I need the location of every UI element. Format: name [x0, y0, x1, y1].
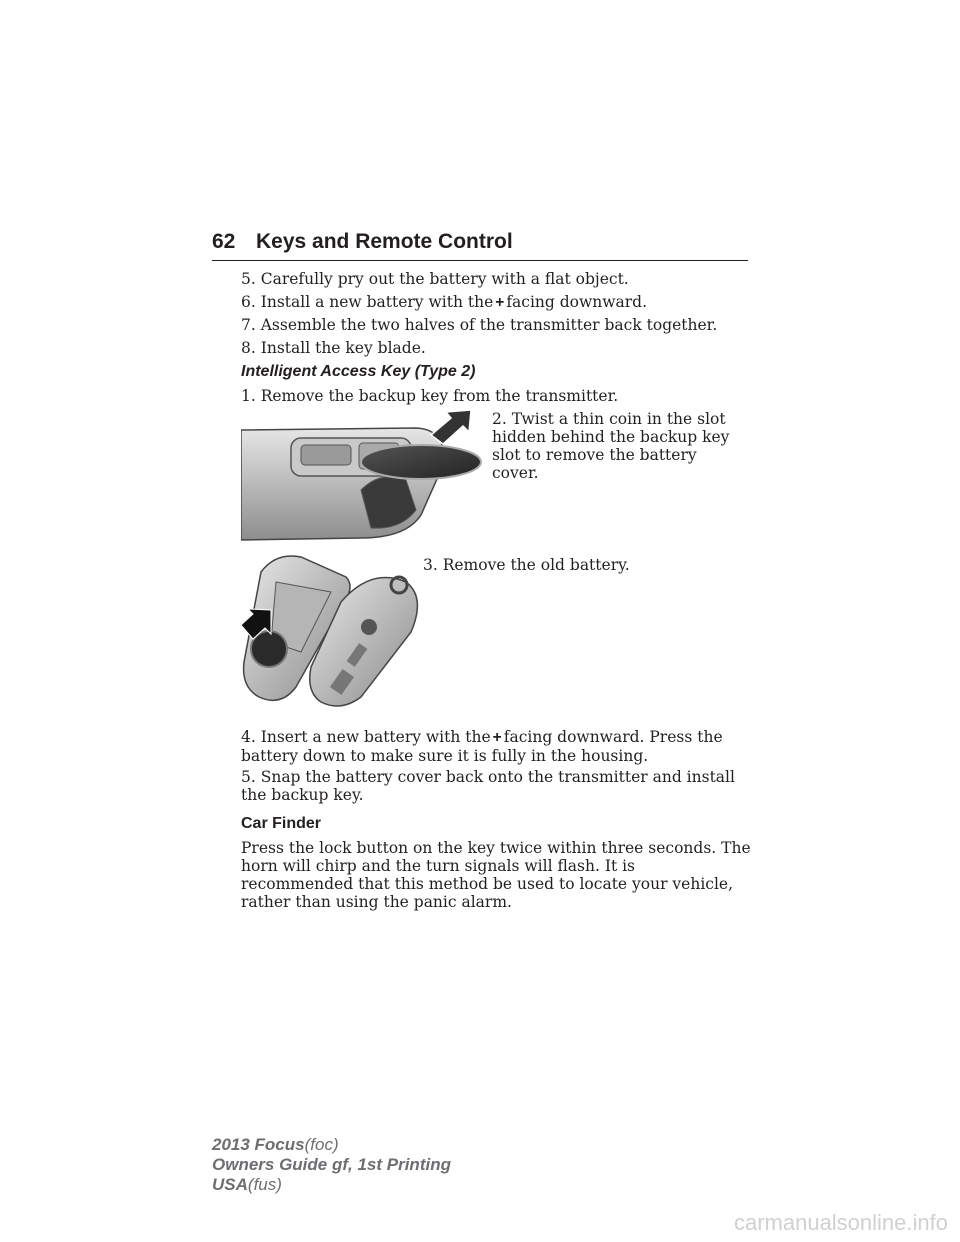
step-6-suffix: facing downward. [506, 293, 648, 311]
plus-symbol: + [495, 294, 505, 311]
footer-line-2 [212, 1155, 451, 1175]
footer-line-3 [212, 1175, 451, 1195]
type2-heading: Intelligent Access Key (Type 2) [241, 363, 476, 380]
type2-step-3: 3. Remove the old battery. [423, 556, 630, 574]
car-finder-heading: Car Finder [241, 815, 322, 832]
plus-symbol: + [492, 729, 502, 746]
step-8-text: 8. Install the key blade. [241, 339, 426, 357]
type2-step-4 [241, 728, 751, 765]
footer-market-code: (fus) [247, 1175, 282, 1194]
footer-model: 2013 Focus [212, 1135, 305, 1154]
step-6-text [241, 293, 751, 312]
step-7-text: 7. Assemble the two halves of the transmitter back together. [241, 316, 718, 334]
coin-cover-removal-illustration [241, 410, 486, 545]
step-6-prefix: 6. Install a new battery with the [241, 293, 494, 311]
footer-line-1 [212, 1135, 451, 1155]
type2-step-5: 5. Snap the battery cover back onto the transmitter and install the backup key. [241, 768, 735, 804]
type2-step-2: 2. Twist a thin coin in the slot hidden behind the backup key slot to remove the battery cover. [492, 410, 730, 482]
battery-removal-illustration [241, 552, 421, 712]
page-footer [212, 1135, 451, 1195]
type2-step-4-prefix: 4. Insert a new battery with the [241, 728, 491, 746]
page-number: 62 [212, 230, 236, 253]
footer-guide: Owners Guide gf, 1st Printing [212, 1155, 451, 1174]
page-header [212, 228, 748, 261]
type2-step-1: 1. Remove the backup key from the transmitter. [241, 387, 619, 405]
footer-market: USA [212, 1175, 248, 1194]
type2-step-4-suffix: facing downward. Press the battery down to make sure it is fully in the housing. [241, 728, 723, 765]
car-finder-text: Press the lock button on the key twice within three seconds. The horn will chirp and the turn signals will flash. It is recommended that this method be used to locate your vehicle, rather than using the panic alarm. [241, 839, 751, 911]
step-5-text: 5. Carefully pry out the battery with a flat object. [241, 270, 629, 288]
watermark: carmanualsonline.info [733, 1210, 948, 1235]
section-title: Keys and Remote Control [256, 230, 513, 253]
footer-model-code: (foc) [304, 1135, 339, 1154]
